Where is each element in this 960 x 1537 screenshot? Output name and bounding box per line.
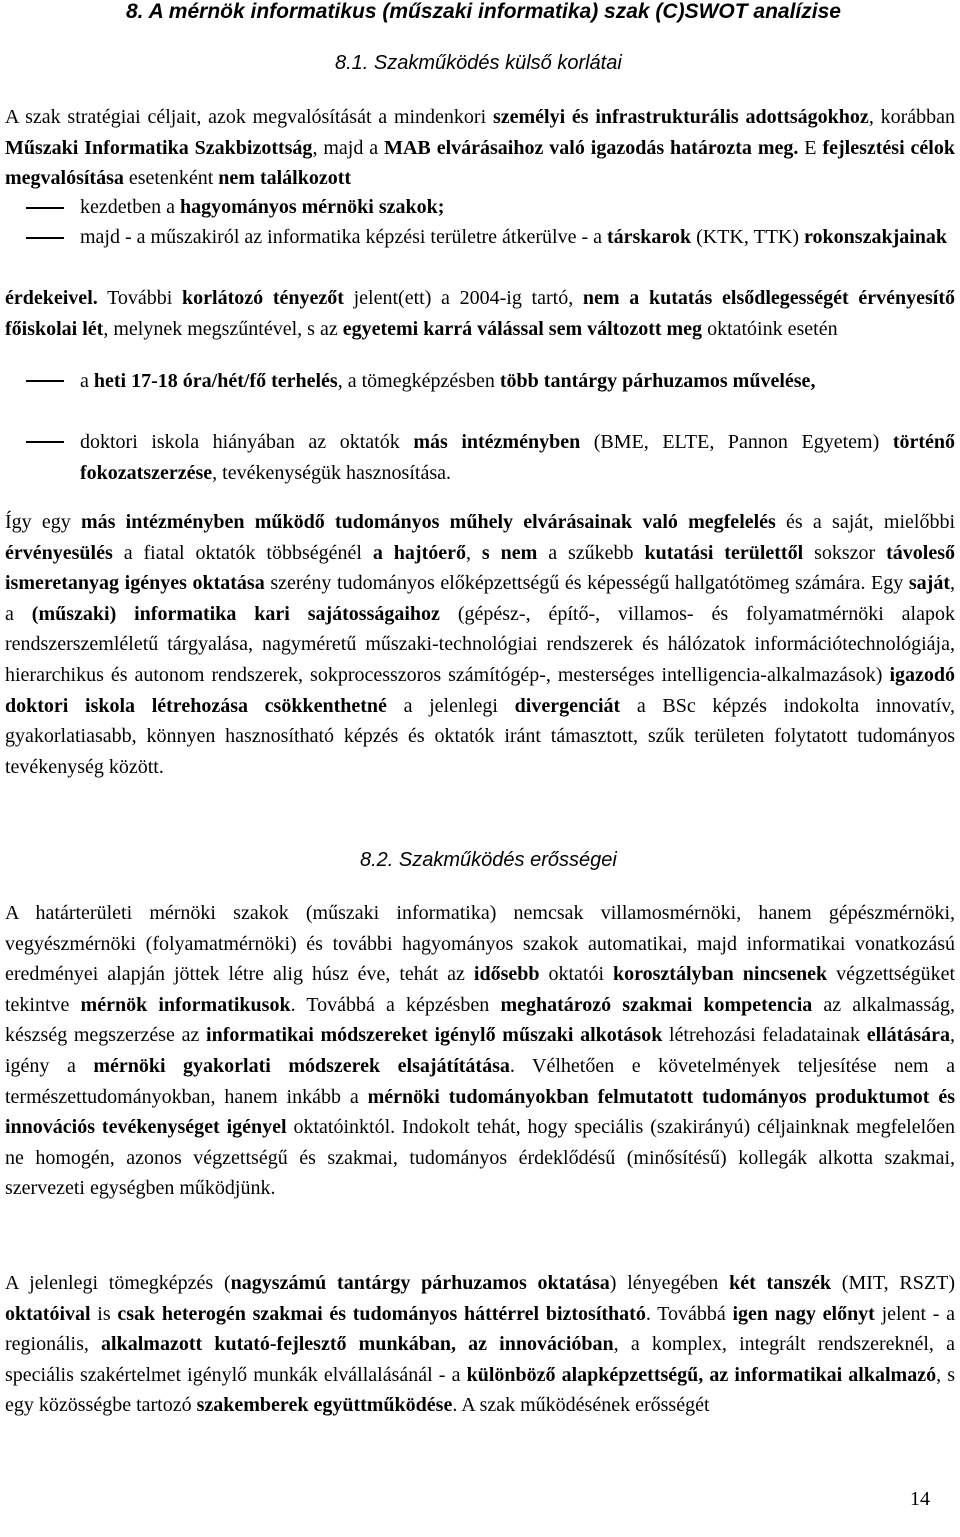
section-title-8-2: 8.2. Szakműködés erősségei xyxy=(360,849,617,871)
paragraph-1: A szak stratégiai céljait, azok megvalósítását a mindenkori személyi és infrastrukturális adottságokhoz, korábban Műszaki Informatika Szakbizottság, majd a MAB elvárásaihoz való igazodás határozta meg. E fejlesztési célok megvalósítása esetenként nem találkozott xyxy=(5,106,956,190)
paragraph-2: érdekeivel. További korlátozó tényezőt jelent(ett) a 2004-ig tartó, nem a kutatás elsődlegességét érvényesítő főiskolai lét, melynek megszűntével, s az egyetemi karrá válással sem változott meg oktatóink esetén xyxy=(5,287,955,340)
list-dash xyxy=(26,237,64,239)
list-dash xyxy=(26,380,64,382)
list-item-2: majd - a műszakiról az informatika képzési területre átkerülve - a társkarok (KTK, TTK) rokonszakjainak xyxy=(80,226,948,248)
list-dash xyxy=(26,441,64,443)
paragraph-3: Így egy más intézményben működő tudományos műhely elvárásainak való megfelelés és a saját, mielőbbi érvényesülés a fiatal oktatók többségénél a hajtóerő, s nem a szűkebb kutatási területtől sokszor távoleső ismeretanyag igényes oktatása szerény tudományos előképzettségű és képességű hallgatótömeg számára. Egy saját, a (műszaki) informatika kari sajátosságaihoz (gépész-, építő-, villamos- és folyamatmérnöki alapok rendszerszemléletű tárgyalása, nagyméretű műszaki-technológiai rendszerek és hálózatok információtechnológiája, hierarchikus és autonom rendszerek, sokprocesszoros számítógép-, mesterséges intelligencia-alkalmazások) igazodó doktori iskola létrehozása csökkenthetné a jelenlegi divergenciát a BSc képzés indokolta innovatív, gyakorlatiasabb, könnyen hasznosítható képzés és oktatók iránt támasztott, szűk területen folytatott tudományos tevékenység között. xyxy=(5,511,956,778)
list-dash xyxy=(26,207,64,209)
list-item-1: kezdetben a hagyományos mérnöki szakok; xyxy=(80,196,445,218)
paragraph-5: A jelenlegi tömegképzés (nagyszámú tantárgy párhuzamos oktatása) lényegében két tanszék (MIT, RSZT) oktatóival is csak heterogén szakmai és tudományos háttérrel biztosítható. Továbbá igen nagy előnyt jelent - a regionális, alkalmazott kutató-fejlesztő munkában, az innovációban, a komplex, integrált rendszereknél, a speciális szakértelmet igénylő munkák elvállalásánál - a különböző alapképzettségű, az informatikai alkalmazó, s egy közösségbe tartozó szakemberek együttműködése. A szak működésének erősségét xyxy=(5,1272,955,1417)
page-number: 14 xyxy=(910,1488,930,1510)
section-title-8-1: 8.1. Szakműködés külső korlátai xyxy=(335,52,622,74)
list-item-3: a heti 17-18 óra/hét/fő terhelés, a tömegképzésben több tantárgy párhuzamos művelése, xyxy=(80,370,816,392)
chapter-heading: 8. A mérnök informatikus (műszaki informatika) szak (C)SWOT analízise xyxy=(126,0,841,23)
paragraph-4: A határterületi mérnöki szakok (műszaki informatika) nemcsak villamosmérnöki, hanem gépészmérnöki, vegyészmérnöki (folyamatmérnöki) és további hagyományos szakok automatikai, majd informatikai vonatkozású eredményei alapján jöttek létre alig húsz éve, tehát az idősebb oktatói korosztályban nincsenek végzettségüket tekintve mérnök informatikusok. Továbbá a képzésben meghatározó szakmai kompetencia az alkalmasság, készség megszerzése az informatikai módszereket igénylő műszaki alkotások létrehozási feladatainak ellátására, igény a mérnöki gyakorlati módszerek elsajátítátása. Vélhetően e követelmények teljesítése nem a természettudományokban, hanem inkább a mérnöki tudományokban felmutatott tudományos produktumot és innovációs tevékenységet igényel oktatóinktól. Indokolt tehát, hogy speciális (szakirányú) céljainknak megfelelően ne homogén, azonos végzettségű és szakmai, tudományos érdeklődésű (minősítésű) kollegák alkotta szakmai, szervezeti egységben működjünk. xyxy=(5,902,956,1200)
list-item-4: doktori iskola hiányában az oktatók más intézményben (BME, ELTE, Pannon Egyetem) történő fokozatszerzése, tevékenységük hasznosítása. xyxy=(80,431,956,484)
